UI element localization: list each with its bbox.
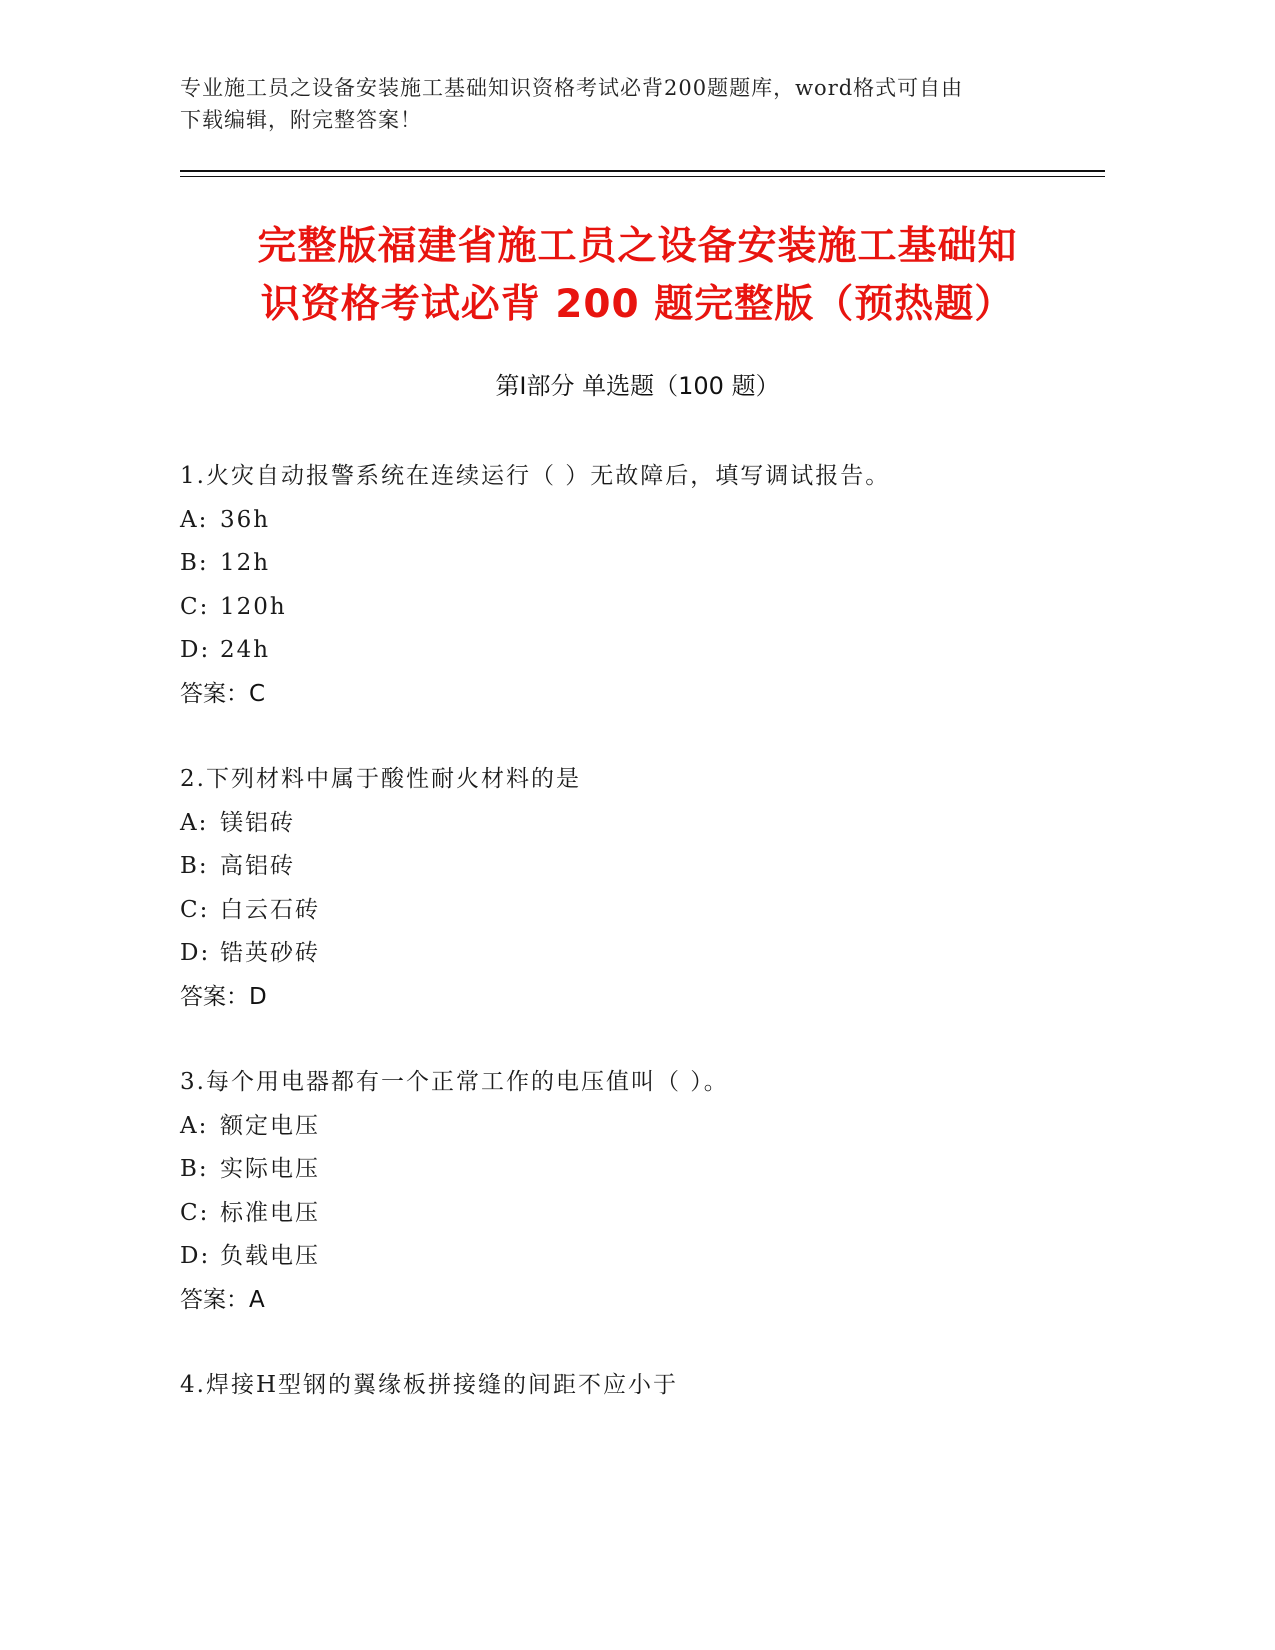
document-title-line-1: 完整版福建省施工员之设备安装施工基础知 — [257, 224, 1018, 269]
option-letter: B: — [180, 1156, 209, 1182]
header-note-line-1: 专业施工员之设备安装施工基础知识资格考试必背200题题库，word格式可自由 — [180, 76, 964, 100]
option-text: 标准电压 — [220, 1199, 320, 1226]
option-d — [180, 932, 1110, 976]
option-letter: B: — [180, 550, 209, 576]
answer-line: 答案：D — [180, 983, 267, 1010]
option-text: 额定电压 — [220, 1112, 320, 1139]
option-d — [180, 1235, 1110, 1279]
document-title — [150, 218, 1125, 334]
option-b — [180, 1148, 1110, 1192]
option-text: 24h — [220, 637, 271, 663]
header-divider-thick — [180, 170, 1105, 172]
option-letter: D: — [180, 940, 211, 966]
header-divider-thin — [180, 176, 1105, 177]
option-text: 36h — [220, 506, 271, 533]
option-text: 锆英砂砖 — [220, 940, 320, 966]
option-letter: D: — [180, 637, 211, 663]
option-a — [180, 499, 1110, 543]
option-c — [180, 586, 1110, 630]
option-b — [180, 845, 1110, 889]
question-list — [180, 455, 1110, 1450]
document-title-line-2: 识资格考试必背 200 题完整版（预热题） — [260, 282, 1015, 327]
option-letter: D: — [180, 1243, 211, 1269]
option-letter: A: — [180, 1112, 209, 1139]
answer-line: 答案：C — [180, 680, 266, 707]
option-letter: C: — [180, 896, 210, 923]
section-heading: 第Ⅰ部分 单选题（100 题） — [495, 372, 780, 400]
option-c — [180, 1192, 1110, 1236]
header-note — [180, 72, 1040, 136]
answer-line: 答案：A — [180, 1286, 265, 1313]
option-text: 负载电压 — [220, 1243, 320, 1269]
option-letter: B: — [180, 853, 209, 879]
question-stem: 4.焊接H型钢的翼缘板拼接缝的间距不应小于 — [180, 1372, 679, 1398]
option-b — [180, 542, 1110, 586]
question-4 — [180, 1364, 1110, 1408]
option-c — [180, 889, 1110, 933]
option-letter: A: — [180, 809, 209, 836]
question-stem: 1.火灾自动报警系统在连续运行（ ）无故障后，填写调试报告。 — [180, 463, 891, 489]
option-text: 实际电压 — [220, 1156, 320, 1182]
header-note-line-2: 下载编辑，附完整答案！ — [180, 108, 422, 132]
option-text: 镁铝砖 — [220, 809, 295, 836]
question-stem: 3.每个用电器都有一个正常工作的电压值叫（ ）。 — [180, 1069, 729, 1095]
option-text: 高铝砖 — [220, 853, 295, 879]
question-2 — [180, 758, 1110, 1019]
option-letter: C: — [180, 1199, 210, 1226]
option-d — [180, 629, 1110, 673]
question-1 — [180, 455, 1110, 716]
question-stem: 2.下列材料中属于酸性耐火材料的是 — [180, 766, 581, 792]
option-a — [180, 802, 1110, 846]
option-text: 白云石砖 — [220, 896, 320, 923]
option-text: 120h — [220, 593, 287, 620]
option-a — [180, 1105, 1110, 1149]
question-3 — [180, 1061, 1110, 1322]
option-letter: A: — [180, 506, 209, 533]
option-text: 12h — [220, 550, 271, 576]
option-letter: C: — [180, 593, 210, 620]
